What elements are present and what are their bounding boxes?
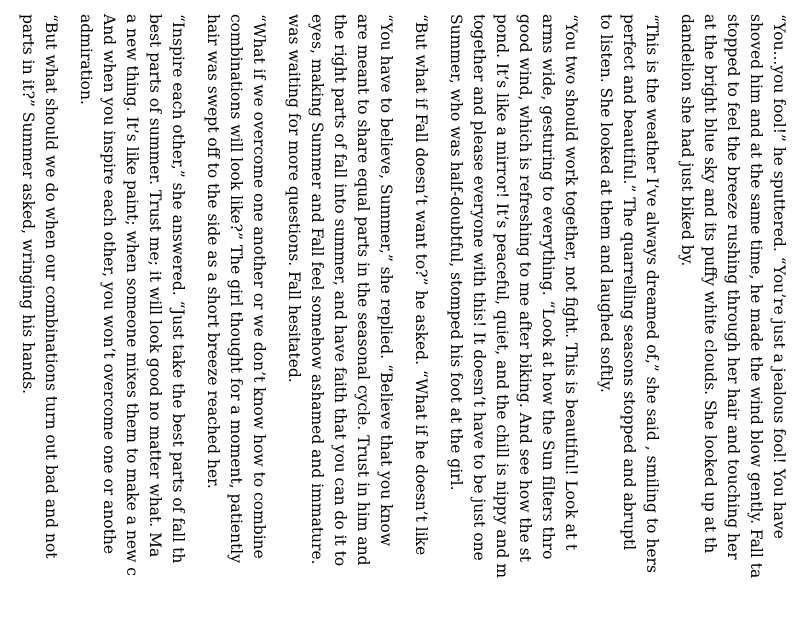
text-line: together and please everyone with this! It doesn’t have to be just one: [470, 14, 488, 561]
text-line: pond. It’s like a mirror! It’s peaceful, quiet, and the chill is nippy and m: [493, 14, 511, 579]
text-line: admiration.: [77, 14, 95, 105]
paragraph: [444, 14, 582, 618]
text-line: dandelion she had just biked by.: [678, 14, 696, 267]
text-line: stopped to feel the breeze rushing through her hair and touching her: [724, 14, 742, 560]
text-line: are meant to share equal parts in the seasonal cycle. Trust in him and: [354, 14, 372, 566]
text-line: a new thing. It’s like paint; when someone mixes them to make a new c: [123, 14, 141, 576]
text-line: shoved him and at the same time, he made the wind blow gently. Fall ta: [747, 14, 765, 579]
text-line: the right parts of fall into summer, and have faith that you can do it to: [331, 14, 349, 567]
text-line: at the bright blue sky and its puffy white clouds. She looked up at th: [701, 14, 719, 554]
text-line: “You two should work together, not fight. This is beautiful! Look at t: [562, 14, 580, 551]
text-line: “Inspire each other,” she answered. “Just take the best parts of fall th: [169, 14, 187, 564]
text-line: perfect and beautiful.” The quarrelling seasons stopped and abruptl: [620, 14, 638, 551]
text-line: combinations will look like?” The girl thought for a moment, patiently: [227, 14, 245, 564]
text-line: hair was swept off to the side as a short breeze reached her.: [204, 14, 222, 489]
text-line: “You have to believe, Summer,” she replied. “Believe that you know: [377, 14, 395, 547]
text-line: parts in it?” Summer asked, wringing his hands.: [19, 14, 37, 395]
paragraph: [675, 14, 790, 618]
paragraph: [74, 14, 189, 618]
text-line: “You...you fool!” he sputtered. “You’re just a jealous fool! You have: [770, 14, 788, 539]
story-text-column: [4, 14, 790, 618]
text-line: “But what if Fall doesn’t want to?” he asked. “What if he doesn’t like: [412, 14, 430, 556]
text-line: was waiting for more questions. Fall hesitated.: [285, 14, 303, 383]
text-line: Summer, who was half-doubtful, stomped his foot at the girl.: [447, 14, 465, 491]
text-line: good wind, which is refreshing to me after biking. And see how the st: [516, 14, 534, 562]
text-line: “What if we overcome one another or we don’t know how to combine: [250, 14, 268, 559]
paragraph: [282, 14, 397, 618]
text-line: “But what should we do when our combinations turn out bad and not: [42, 14, 60, 559]
text-line: best parts of summer. Trust me; it will look good no matter what. Ma: [146, 14, 164, 558]
text-line: “This is the weather I’ve always dreamed of,” she said , smiling to hers: [643, 14, 661, 573]
paragraph: [594, 14, 663, 618]
text-line: eyes, making Summer and Fall feel somehow ashamed and immature.: [308, 14, 326, 565]
text-line: And when you inspire each other, you won’t overcome one or anothe: [100, 14, 118, 555]
paragraph: [201, 14, 270, 618]
paragraph: [16, 14, 62, 618]
text-line: arms wide, gesturing to everything. “Look at how the Sun filters thro: [539, 14, 557, 560]
text-line: to listen. She looked at them and laughed softly.: [597, 14, 615, 393]
paragraph: [409, 14, 432, 618]
